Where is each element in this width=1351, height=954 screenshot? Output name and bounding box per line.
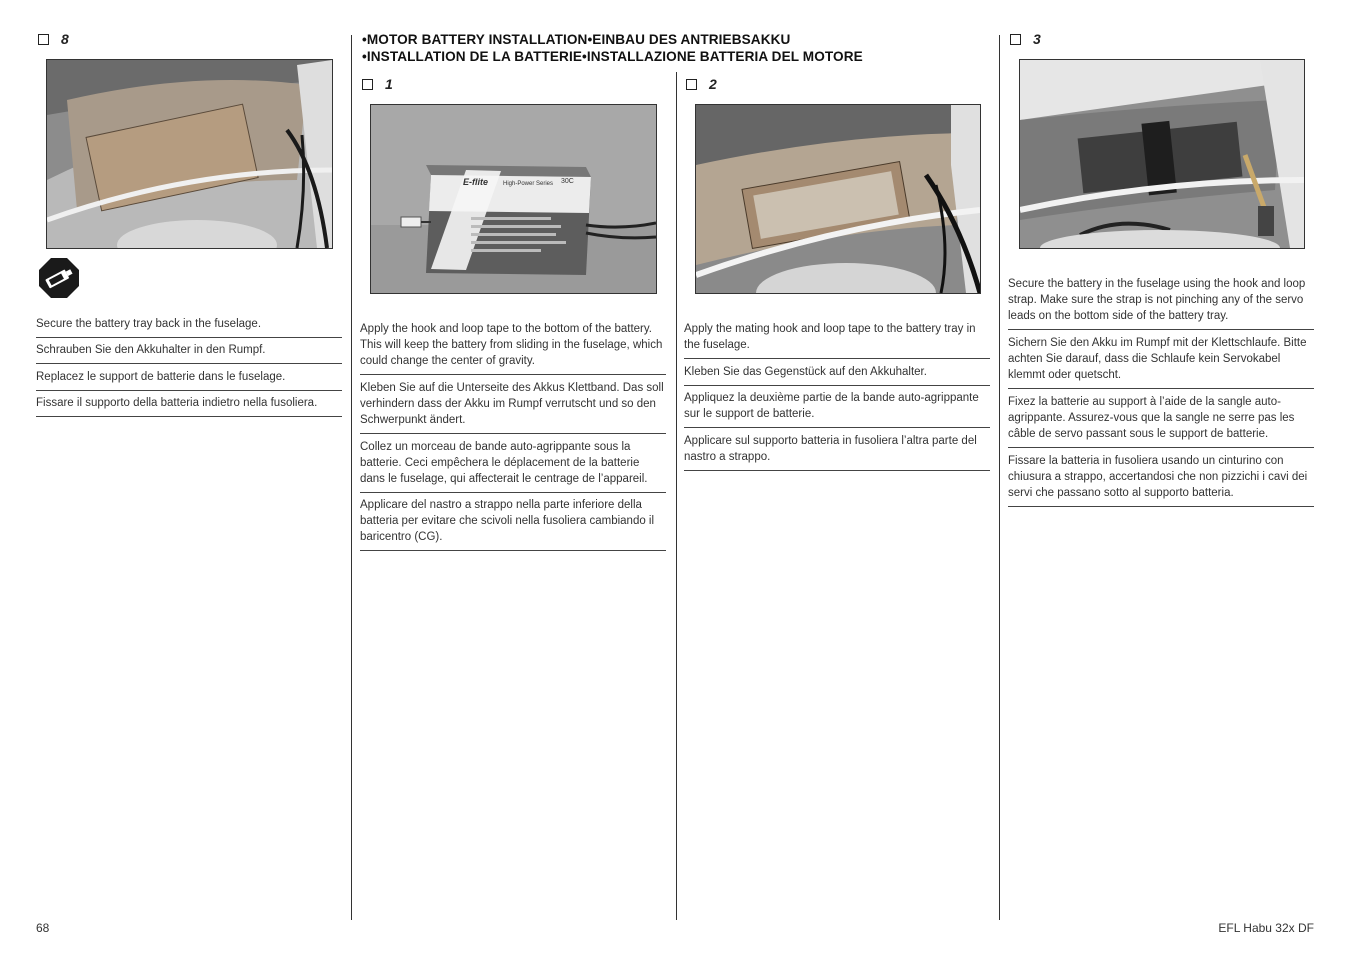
- step-8-checkbox[interactable]: [38, 34, 49, 45]
- step-1-number: 1: [385, 76, 393, 92]
- step-8-number: 8: [61, 31, 69, 47]
- step-3-photo: [1019, 59, 1305, 249]
- step-2-text-fr: Appliquez la deuxième partie de la bande auto-agrippante sur le support de batterie.: [684, 390, 990, 428]
- step-3-text-de: Sichern Sie den Akku im Rumpf mit der Klettschlaufe. Bitte achten Sie darauf, dass die Schlaufe kein Servokabel klemmt oder quetscht.: [1008, 335, 1314, 389]
- step-2-checkbox[interactable]: [686, 79, 697, 90]
- step-8-text-de: Schrauben Sie den Akkuhalter in den Rumpf.: [36, 342, 342, 364]
- step-1-text-fr: Collez un morceau de bande auto-agrippante sous la batterie. Ceci empêchera le déplacement de la batterie dans le fuselage, qui affecterait le centrage de l’appareil.: [360, 439, 666, 493]
- divider-1: [351, 35, 352, 920]
- page-number: 68: [36, 921, 50, 935]
- step-1-text-de: Kleben Sie auf die Unterseite des Akkus Klettband. Das soll verhindern dass der Akku im Rumpf verrutscht und so den Schwerpunkt ändert.: [360, 380, 666, 434]
- step-2-text-it: Applicare sul supporto batteria in fusoliera l’altra parte del nastro a strappo.: [684, 433, 990, 471]
- step-3-text-en: Secure the battery in the fuselage using the hook and loop strap. Make sure the strap is not pinching any of the servo leads on the bottom side of the battery tray.: [1008, 276, 1314, 330]
- step-3-checkbox[interactable]: [1010, 34, 1021, 45]
- divider-2: [676, 72, 677, 920]
- document-title: EFL Habu 32x DF: [1218, 921, 1314, 935]
- step-3-heading: [1010, 31, 1041, 47]
- step-8-photo: [46, 59, 333, 249]
- battery-series-label: High-Power Series: [503, 181, 554, 187]
- step-2-text-en: Apply the mating hook and loop tape to the battery tray in the fuselage.: [684, 321, 990, 359]
- glue-tube-warning-icon: [38, 257, 80, 299]
- step-3-text-fr: Fixez la batterie au support à l’aide de la sangle auto-agrippante. Assurez-vous que la sangle ne serre pas les câble de servo passant sous le support de batterie.: [1008, 394, 1314, 448]
- section-title: [362, 31, 863, 65]
- battery-brand-label: E-flite: [463, 177, 489, 187]
- step-8-text-fr: Replacez le support de batterie dans le fuselage.: [36, 369, 342, 391]
- battery-rating-label: 30C: [561, 178, 574, 185]
- step-2-text-de: Kleben Sie das Gegenstück auf den Akkuhalter.: [684, 364, 990, 386]
- step-8-text-it: Fissare il supporto della batteria indietro nella fusoliera.: [36, 395, 342, 417]
- step-1-heading: [362, 76, 393, 92]
- step-2-number: 2: [709, 76, 717, 92]
- step-2-heading: [686, 76, 717, 92]
- step-1-photo: [370, 104, 657, 294]
- section-title-line-2: •INSTALLATION DE LA BATTERIE•INSTALLAZIONE BATTERIA DEL MOTORE: [362, 49, 863, 64]
- step-2-photo: [695, 104, 981, 294]
- divider-3: [999, 35, 1000, 920]
- step-1-text-en: Apply the hook and loop tape to the bottom of the battery. This will keep the battery from sliding in the fuselage, which could change the center of gravity.: [360, 321, 666, 375]
- step-1-text-it: Applicare del nastro a strappo nella parte inferiore della batteria per evitare che scivoli nella fusoliera cambiando il baricentro (CG).: [360, 497, 666, 551]
- step-8-heading: [38, 31, 69, 47]
- step-3-text-it: Fissare la batteria in fusoliera usando un cinturino con chiusura a strappo, accertandosi che non pizzichi i cavi dei servi che passano sotto al supporto batteria.: [1008, 453, 1314, 507]
- step-8-text-en: Secure the battery tray back in the fuselage.: [36, 316, 342, 338]
- step-1-checkbox[interactable]: [362, 79, 373, 90]
- step-3-number: 3: [1033, 31, 1041, 47]
- section-title-line-1: •MOTOR BATTERY INSTALLATION•EINBAU DES ANTRIEBSAKKU: [362, 32, 791, 47]
